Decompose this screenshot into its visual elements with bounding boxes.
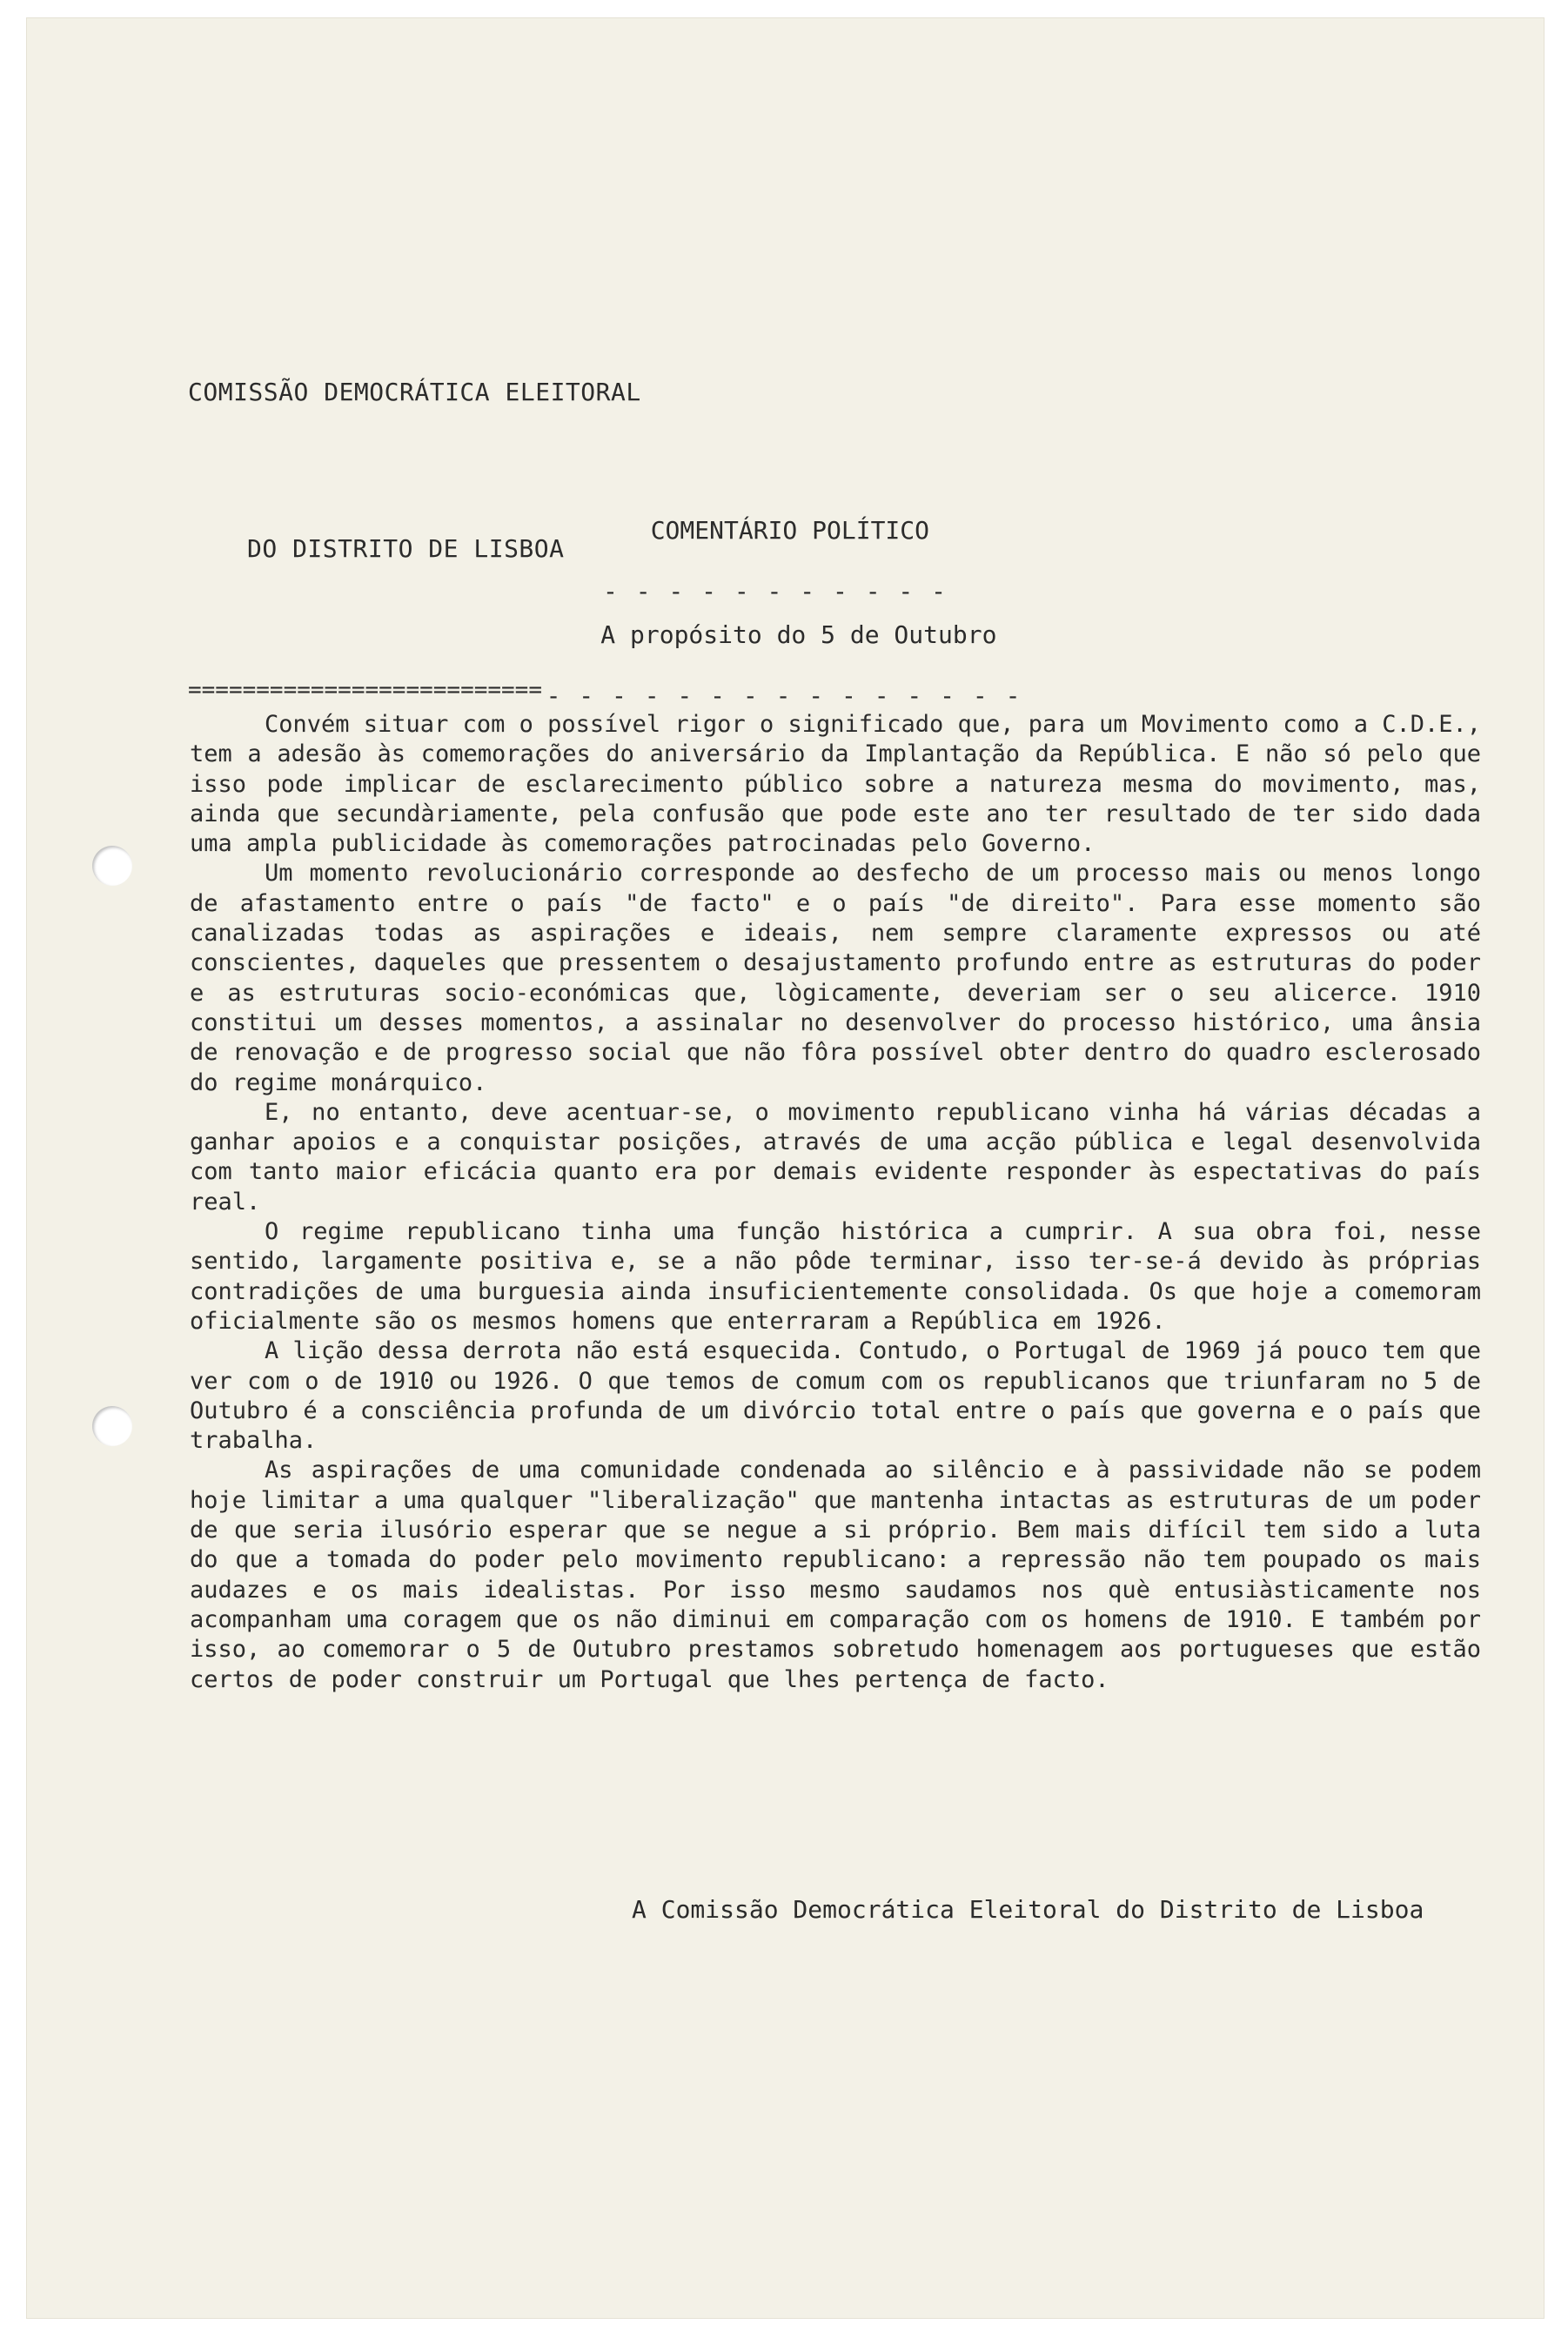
paragraph-5: A lição dessa derrota não está esquecida. Contudo, o Portugal de 1969 já pouco tem que ver com o de 1910 ou 1926. O que temos de comum com os republicanos que triunfaram no 5 de Outubro é a consciência profunda de um divórcio total entre o país que governa e o país que trabalha. (190, 1337, 1481, 1455)
paragraph-1: Convém situar com o possível rigor o significado que, para um Movimento como a C.D.E., tem a adesão às comemorações do aniversário da Implantação da República. E não só pelo que isso pode implicar de esclarecimento público sobre a natureza mesma do movimento, mas, ainda que secundàriamente, pela confusão que pode este ano ter resultado de ter sido dada uma ampla publicidade às comemorações patrocinadas pelo Governo. (190, 711, 1481, 858)
letterhead-rule: ========================== (188, 677, 542, 703)
letterhead-line-2: DO DISTRITO DE LISBOA (247, 534, 565, 563)
paragraph-3: E, no entanto, deve acentuar-se, o movimento republicano vinha há várias décadas a ganhar apoios e a conquistar posições, através de uma acção pública e legal desenvolvida com tanto maior eficácia quanto era por demais evidente responder às espectativas do país real. (190, 1098, 1481, 1216)
punch-hole-bottom (92, 1406, 132, 1446)
document-subtitle: A propósito do 5 de Outubro (600, 620, 997, 649)
paragraph-6: As aspirações de uma comunidade condenada ao silêncio e à passividade não se podem hoje limitar a uma qualquer "liberalização" que mantenha intactas as estruturas de um poder de que seria ilusório esperar que se negue a si próprio. Bem mais difícil tem sido a luta do que a tomada do poder pelo movimento republicano: a repressão não tem poupado os mais audazes e os mais idealistas. Por isso mesmo saudamos nos què entusiàsticamente nos acompanham uma coragem que os não diminui em comparação com os homens de 1910. E também por isso, ao comemorar o 5 de Outubro prestamos sobretudo homenagem aos portugueses que estão certos de poder construir um Portugal que lhes pertença de facto. (190, 1457, 1481, 1693)
letterhead-line-1: COMISSÃO DEMOCRÁTICA ELEITORAL (188, 378, 641, 406)
signature-line: A Comissão Democrática Eleitoral do Distrito de Lisboa (632, 1895, 1424, 1924)
punch-hole-top (92, 846, 132, 886)
document-title: COMENTÁRIO POLÍTICO (650, 516, 929, 545)
paragraph-4: O regime republicano tinha uma função histórica a cumprir. A sua obra foi, nesse sentido, largamente positiva e, se a não pôde terminar, isso ter-se-á devido às próprias contradições de uma burguesia ainda insuficientemente consolidada. Os que hoje a comemoram oficialmente são os mesmos homens que enterraram a República em 1926. (190, 1218, 1481, 1335)
title-underline: - - - - - - - - - - - (602, 577, 948, 606)
paragraph-2: Um momento revolucionário corresponde ao desfecho de um processo mais ou menos longo de afastamento entre o país "de facto" e o país "de direito". Para esse momento são canalizadas todas as aspirações e ideais, nem sempre claramente expressos ou até conscientes, daqueles que pressentem o desajustamento profundo entre as estruturas do poder e as estruturas socio-económicas que, lògicamente, deveriam ser o seu alicerce. 1910 constitui um desses momentos, a assinalar no desenvolver do processo histórico, uma ânsia de renovação e de progresso social que não fôra possível obter dentro do quadro esclerosado do regime monárquico. (190, 860, 1481, 1096)
subtitle-underline: - - - - - - - - - - - - - - - (546, 681, 1022, 710)
article-body (190, 710, 1481, 1695)
